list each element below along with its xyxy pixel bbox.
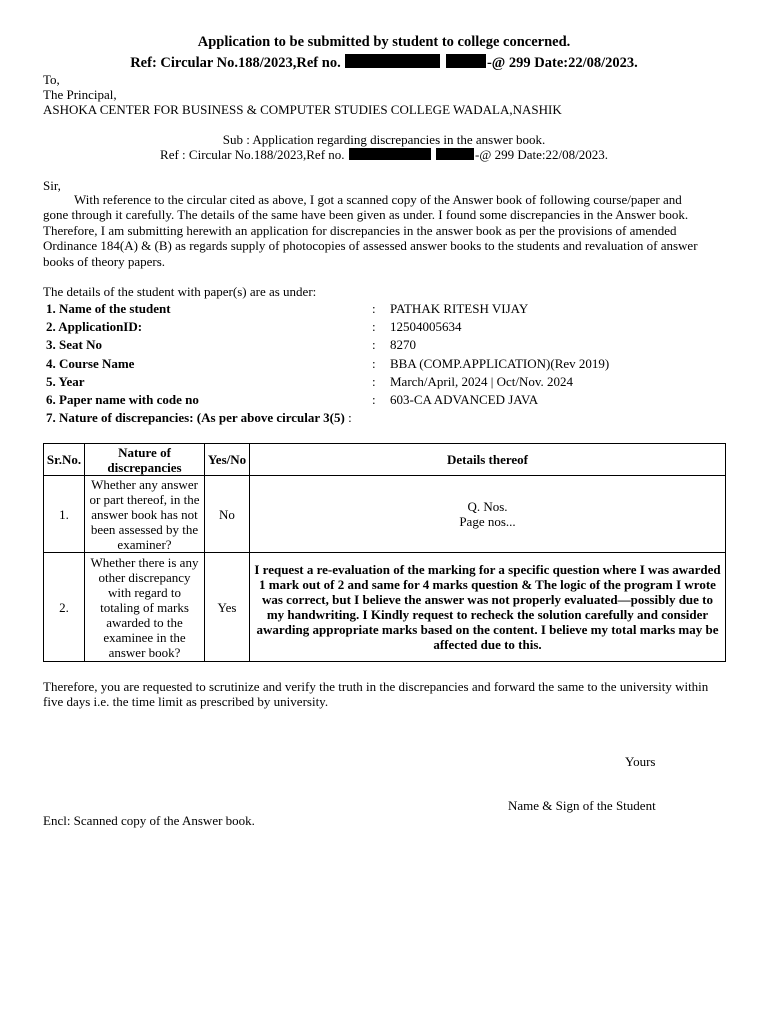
salutation: Sir, xyxy=(43,178,61,193)
signature-label: Name & Sign of the Student xyxy=(508,798,656,813)
row-nature: Whether there is any other discrepancy with regard to totaling of marks awarded to the examinee in the answer book? xyxy=(85,553,205,662)
detail-colon: : xyxy=(372,337,376,352)
detail-colon: : xyxy=(372,301,376,316)
redaction-block xyxy=(446,54,486,68)
header-ref-prefix: Ref: Circular No.188/2023,Ref no. xyxy=(130,55,341,71)
detail-colon: : xyxy=(372,356,376,371)
address-to: To, xyxy=(43,72,60,87)
detail-value: March/April, 2024 | Oct/Nov. 2024 xyxy=(390,374,574,389)
address-college: ASHOKA CENTER FOR BUSINESS & COMPUTER STUDIES COLLEGE WADALA,NASHIK xyxy=(43,102,562,117)
detail-label: 3. Seat No xyxy=(46,337,102,352)
detail-colon: : xyxy=(372,319,376,334)
detail-label: 4. Course Name xyxy=(46,356,135,371)
detail-label: 5. Year xyxy=(46,374,85,389)
table-row xyxy=(44,476,726,553)
header-sr-no: Sr.No. xyxy=(44,444,85,476)
detail-value: 603-CA ADVANCED JAVA xyxy=(390,392,539,407)
document-title: Application to be submitted by student to college concerned. xyxy=(197,34,571,50)
header-nature: Nature of discrepancies xyxy=(85,444,205,476)
closing-request: Therefore, you are requested to scrutinize and verify the truth in the discrepancies and forward the same to the university within five days i.e. the time limit as prescribed by university. xyxy=(43,679,709,710)
detail-label: 1. Name of the student xyxy=(46,301,171,316)
discrepancies-table xyxy=(43,443,726,662)
row-sr-no: 2. xyxy=(44,553,85,662)
detail-label: 2. ApplicationID: xyxy=(46,319,143,334)
subject-ref-prefix: Ref : Circular No.188/2023,Ref no. xyxy=(160,147,345,162)
details-intro: The details of the student with paper(s) are as under: xyxy=(43,284,317,299)
detail-colon: : xyxy=(372,374,376,389)
redaction-block xyxy=(436,148,474,160)
table-header-row xyxy=(44,444,726,476)
subject-ref-suffix: -@ 299 Date:22/08/2023. xyxy=(475,147,608,162)
body-paragraph: With reference to the circular cited as above, I got a scanned copy of the Answer book of following course/paper and gone through it carefully. The details of the same have been given as under. I found some discrepancies in the Answer book. Therefore, I am submitting herewith an application for discrepancies in the answer book as per the provisions of amended Ordinance 184(A) & (B) as regards supply of photocopies of assessed answer books to the students and revaluation of answer books of theory papers. xyxy=(43,192,698,269)
details-pagenos: Page nos... xyxy=(459,514,516,529)
detail-value: 8270 xyxy=(390,337,416,352)
row-nature: Whether any answer or part thereof, in the answer book has not been assessed by the examiner? xyxy=(85,476,205,553)
detail-value: PATHAK RITESH VIJAY xyxy=(390,301,529,316)
table-row xyxy=(44,553,726,662)
nature-label: 7. Nature of discrepancies: (As per above circular 3(5) xyxy=(46,410,345,425)
redaction-block xyxy=(345,54,440,68)
nature-colon: : xyxy=(348,410,352,425)
detail-value: 12504005634 xyxy=(390,319,462,334)
detail-value: BBA (COMP.APPLICATION)(Rev 2019) xyxy=(390,356,610,371)
details-qnos: Q. Nos. xyxy=(467,499,508,514)
header-details: Details thereof xyxy=(250,444,726,476)
address-recipient: The Principal, xyxy=(43,87,117,102)
nature-line xyxy=(46,410,352,425)
row-yes-no: No xyxy=(205,476,250,553)
row-details: I request a re-evaluation of the marking for a specific question where I was awarded 1 mark out of 2 and same for 4 marks question & The logic of the program I wrote was correct, but I believe the answer was not properly evaluated—possibly due to my handwriting. I Kindly request to recheck the solution carefully and consider awarding appropriate marks based on the content. I believe my total marks may be affected due to this. xyxy=(250,553,726,662)
header-yes-no: Yes/No xyxy=(205,444,250,476)
row-sr-no: 1. xyxy=(44,476,85,553)
subject-ref-line xyxy=(0,147,768,162)
header-ref-suffix: -@ 299 Date:22/08/2023. xyxy=(486,55,638,71)
enclosure-note: Encl: Scanned copy of the Answer book. xyxy=(43,813,255,828)
closing-yours: Yours xyxy=(625,754,656,769)
row-yes-no: Yes xyxy=(205,553,250,662)
row-details xyxy=(250,476,726,553)
detail-colon: : xyxy=(372,392,376,407)
detail-label: 6. Paper name with code no xyxy=(46,392,199,407)
redaction-block xyxy=(349,148,431,160)
header-ref-line xyxy=(0,53,768,72)
subject-line: Sub : Application regarding discrepancies in the answer book. xyxy=(222,132,546,147)
